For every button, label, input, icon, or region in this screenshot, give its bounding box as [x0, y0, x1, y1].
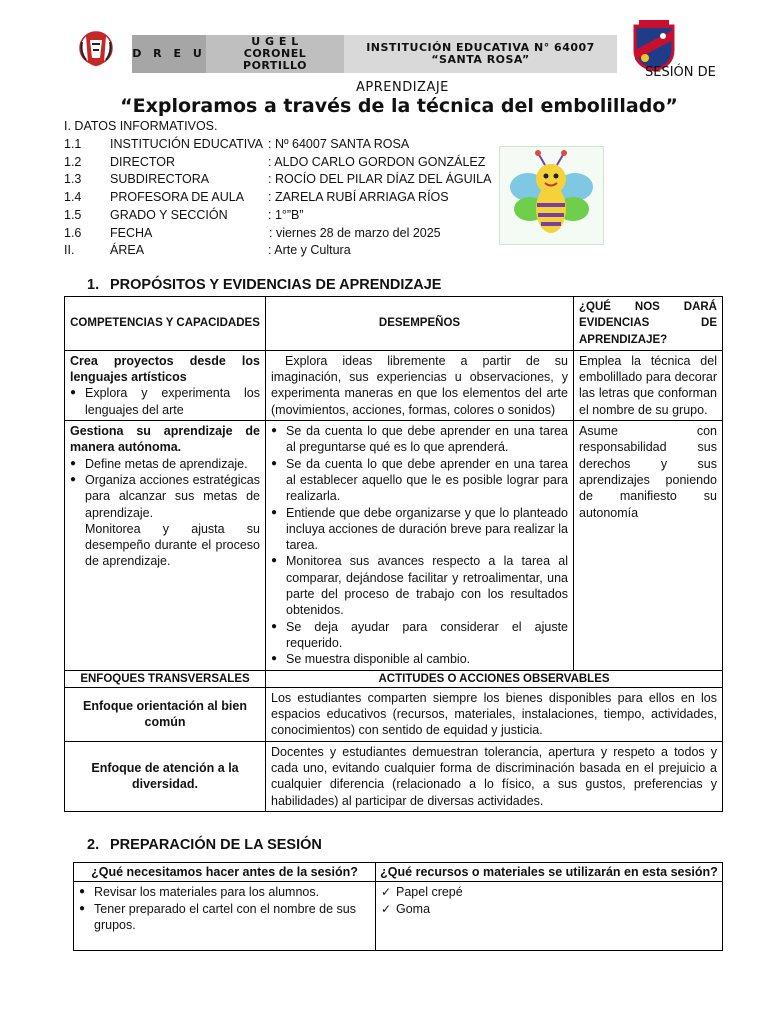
institution-line: INSTITUCIÓN EDUCATIVA N° 64007 [366, 41, 595, 54]
info-heading: I. DATOS INFORMATIVOS. [64, 119, 218, 133]
capacidad-item: ● Define metas de aprendizaje. [70, 456, 260, 472]
capacidad-item: ● Explora y experimenta los lenguajes del arte [70, 385, 260, 418]
ugel-box [206, 35, 344, 73]
ugel-line: PORTILLO [243, 59, 307, 72]
competencia-title: Crea proyectos desde los lenguajes artísticos [70, 353, 260, 385]
info-value: : Nº 64007 SANTA ROSA [268, 137, 410, 151]
peru-coat-of-arms-logo [78, 22, 114, 74]
competencia-cell [65, 350, 266, 420]
info-label: FECHA [110, 226, 153, 240]
info-num: 1.1 [64, 137, 82, 151]
recursos-cell [376, 882, 723, 951]
info-num: 1.3 [64, 172, 82, 186]
purposes-table [64, 296, 723, 812]
desempeno-item: ● Se da cuenta lo que debe aprender en una tarea al preguntarse qué es lo que aprenderá. [271, 423, 568, 456]
dreu-label: D R E U [132, 47, 206, 60]
table-header-row [65, 670, 723, 687]
enfoque-text: Los estudiantes comparten siempre los bienes disponibles para ellos en los espacios educativos (recursos, materiales, instalaciones, tiempo, actividades, conocimientos) con sentido de equidad y justicia. [266, 687, 723, 741]
info-num: 1.5 [64, 208, 82, 222]
desempeno-item: ● Monitorea sus avances respecto a la tarea al comparar, dejándose facilitar y retroalimentar, una parte del proceso de trabajo con los resultados obtenidos. [271, 553, 568, 618]
table-row [74, 882, 723, 951]
enfoque-name: Enfoque de atención a la diversidad. [65, 741, 266, 811]
list-item: ✓ Papel crepé [381, 884, 717, 900]
evidencia-cell: Emplea la técnica del embolillado para decorar las letras que conforman el nombre de su grupo. [574, 350, 723, 420]
col-header-evidencias: ¿QUÉ NOS DARÁ EVIDENCIAS DE APRENDIZAJE? [574, 297, 723, 351]
section1-heading-num: 1. [87, 277, 100, 293]
section2-heading: PREPARACIÓN DE LA SESIÓN [110, 837, 322, 853]
info-label: INSTITUCIÓN EDUCATIVA [110, 137, 264, 151]
info-label: GRADO Y SECCIÓN [110, 208, 228, 222]
table-header-row [65, 297, 723, 351]
page-title: “Exploramos a través de la técnica del embolillado” [120, 95, 678, 117]
col-header-desempenos: DESEMPEÑOS [266, 297, 574, 351]
col-header-recursos: ¿Qué recursos o materiales se utilizarán en esta sesión? [376, 863, 723, 882]
info-value: : ZARELA RUBÍ ARRIAGA RÍOS [268, 190, 449, 204]
session-label: SESIÓN DE [645, 65, 716, 80]
ugel-line: U G E L [251, 35, 299, 48]
section2-heading-num: 2. [87, 837, 100, 853]
desempeno-item: ● Entiende que debe organizarse y que lo planteado incluya acciones de duración breve para realizar la tarea. [271, 505, 568, 554]
list-item: ✓ Goma [381, 901, 717, 917]
info-value: : Arte y Cultura [268, 243, 351, 257]
desempeno-item: ● Se da cuenta lo que debe aprender en una tarea al establecer aquello que le es posible lograr para realizarla. [271, 456, 568, 505]
info-label: ÁREA [110, 243, 145, 257]
info-num: 1.4 [64, 190, 82, 204]
desempeno-cell [266, 421, 574, 670]
evidencia-cell: Asume con responsabilidad sus derechos y sus aprendizajes poniendo de manifiesto su autonomía [574, 421, 723, 670]
list-item: ● Revisar los materiales para los alumnos. [79, 884, 370, 900]
competencia-title: Gestiona su aprendizaje de manera autónoma. [70, 424, 260, 455]
capacidad-item: Monitorea y ajusta su desempeño durante el proceso de aprendizaje. [85, 521, 260, 569]
col-header-competencias: COMPETENCIAS Y CAPACIDADES [65, 297, 266, 351]
desempeno-cell: Explora ideas libremente a partir de su imaginación, sus experiencias u observaciones, y experimenta maneras en que los elementos del arte (movimientos, acciones, formas, colores o sonidos) [266, 350, 574, 420]
info-num: 1.2 [64, 155, 82, 169]
table-row [65, 741, 723, 811]
capacidad-item: ● Organiza acciones estratégicas para alcanzar sus metas de aprendizaje. [70, 472, 260, 521]
ugel-line: CORONEL [243, 47, 307, 60]
info-value: : viernes 28 de marzo del 2025 [269, 226, 441, 240]
table-row [65, 687, 723, 741]
dreu-box [132, 35, 206, 73]
info-label: SUBDIRECTORA [110, 172, 210, 186]
institution-box [344, 35, 617, 73]
table-header-row [74, 863, 723, 882]
bee-illustration [499, 146, 604, 245]
info-num: 1.6 [64, 226, 82, 240]
col-header-antes: ¿Qué necesitamos hacer antes de la sesión? [74, 863, 376, 882]
info-value: : ROCÍO DEL PILAR DÍAZ DEL ÁGUILA [268, 172, 492, 186]
enfoque-name: Enfoque orientación al bien común [65, 687, 266, 741]
info-num: II. [64, 243, 75, 257]
info-value: : ALDO CARLO GORDON GONZÁLEZ [268, 155, 486, 169]
info-label: PROFESORA DE AULA [110, 190, 245, 204]
preparation-table [73, 862, 723, 951]
competencia-cell [65, 421, 266, 670]
col-header-actitudes: ACTITUDES O ACCIONES OBSERVABLES [266, 670, 723, 687]
info-value: : 1°”B” [268, 208, 304, 222]
institution-line: “SANTA ROSA” [431, 53, 530, 66]
enfoque-text: Docentes y estudiantes demuestran tolerancia, apertura y respeto a todos y cada uno, evitando cualquier forma de discriminación basada en el prejuicio a cualquier diferencia (relacionado a lo físico, a sus gustos, preferencias y habilidades) al participar de diversas actividades. [266, 741, 723, 811]
list-item: ● Tener preparado el cartel con el nombre de sus grupos. [79, 901, 370, 934]
table-row [65, 421, 723, 670]
learning-label: APRENDIZAJE [356, 80, 449, 95]
table-row [65, 350, 723, 420]
antes-cell [74, 882, 376, 951]
section1-heading: PROPÓSITOS Y EVIDENCIAS DE APRENDIZAJE [110, 277, 442, 293]
desempeno-item: ● Se deja ayudar para considerar el ajuste requerido. [271, 619, 568, 652]
col-header-enfoques: ENFOQUES TRANSVERSALES [65, 670, 266, 687]
desempeno-item: ● Se muestra disponible al cambio. [271, 651, 568, 667]
info-label: DIRECTOR [110, 155, 176, 169]
